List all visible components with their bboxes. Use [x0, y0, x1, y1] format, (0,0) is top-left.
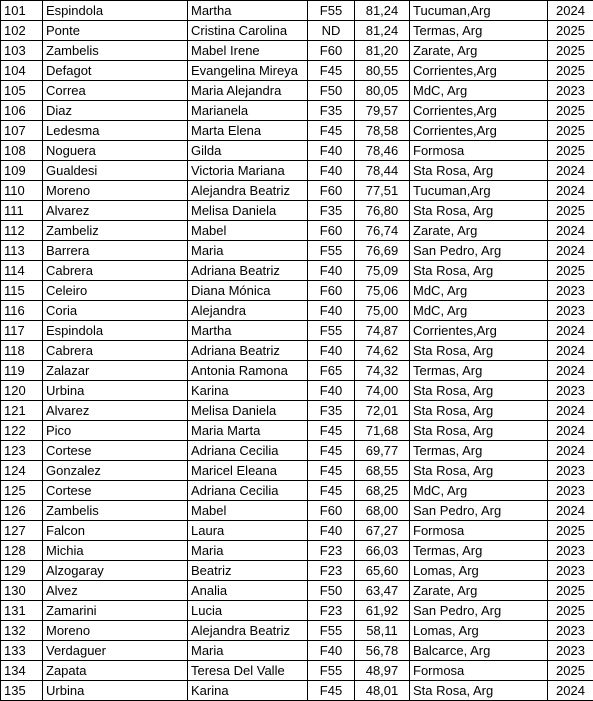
surname-cell: Pico	[43, 421, 188, 441]
row-number-cell: 109	[1, 161, 43, 181]
row-number-cell: 105	[1, 81, 43, 101]
score-cell: 65,60	[355, 561, 410, 581]
location-cell: Zarate, Arg	[410, 41, 548, 61]
row-number-cell: 108	[1, 141, 43, 161]
given-name-cell: Melisa Daniela	[188, 201, 308, 221]
row-number-cell: 131	[1, 601, 43, 621]
score-cell: 56,78	[355, 641, 410, 661]
year-cell: 2023	[548, 81, 593, 101]
given-name-cell: Maria	[188, 641, 308, 661]
category-cell: F55	[308, 621, 355, 641]
score-cell: 80,05	[355, 81, 410, 101]
category-cell: F40	[308, 341, 355, 361]
score-cell: 76,80	[355, 201, 410, 221]
location-cell: Formosa	[410, 521, 548, 541]
surname-cell: Urbina	[43, 381, 188, 401]
table-row	[1, 501, 593, 521]
score-cell: 74,00	[355, 381, 410, 401]
surname-cell: Alvarez	[43, 201, 188, 221]
score-cell: 48,97	[355, 661, 410, 681]
surname-cell: Celeiro	[43, 281, 188, 301]
row-number-cell: 122	[1, 421, 43, 441]
row-number-cell: 127	[1, 521, 43, 541]
results-table-body	[1, 1, 593, 701]
table-row	[1, 381, 593, 401]
given-name-cell: Maria Alejandra	[188, 81, 308, 101]
table-row	[1, 681, 593, 701]
row-number-cell: 129	[1, 561, 43, 581]
year-cell: 2023	[548, 621, 593, 641]
table-row	[1, 261, 593, 281]
year-cell: 2025	[548, 41, 593, 61]
location-cell: Termas, Arg	[410, 361, 548, 381]
table-row	[1, 441, 593, 461]
category-cell: F60	[308, 181, 355, 201]
location-cell: Sta Rosa, Arg	[410, 421, 548, 441]
location-cell: Termas, Arg	[410, 441, 548, 461]
given-name-cell: Maricel Eleana	[188, 461, 308, 481]
given-name-cell: Gilda	[188, 141, 308, 161]
year-cell: 2023	[548, 481, 593, 501]
year-cell: 2025	[548, 601, 593, 621]
given-name-cell: Mabel Irene	[188, 41, 308, 61]
category-cell: F35	[308, 201, 355, 221]
table-row	[1, 601, 593, 621]
table-row	[1, 241, 593, 261]
location-cell: Sta Rosa, Arg	[410, 161, 548, 181]
surname-cell: Correa	[43, 81, 188, 101]
year-cell: 2025	[548, 121, 593, 141]
row-number-cell: 119	[1, 361, 43, 381]
row-number-cell: 116	[1, 301, 43, 321]
category-cell: F40	[308, 381, 355, 401]
score-cell: 63,47	[355, 581, 410, 601]
row-number-cell: 126	[1, 501, 43, 521]
year-cell: 2024	[548, 441, 593, 461]
table-row	[1, 661, 593, 681]
surname-cell: Michia	[43, 541, 188, 561]
table-row	[1, 401, 593, 421]
year-cell: 2025	[548, 661, 593, 681]
table-row	[1, 621, 593, 641]
score-cell: 58,11	[355, 621, 410, 641]
surname-cell: Cortese	[43, 441, 188, 461]
score-cell: 75,00	[355, 301, 410, 321]
table-row	[1, 421, 593, 441]
category-cell: F50	[308, 81, 355, 101]
surname-cell: Noguera	[43, 141, 188, 161]
table-row	[1, 41, 593, 61]
category-cell: F40	[308, 641, 355, 661]
given-name-cell: Antonia Ramona	[188, 361, 308, 381]
row-number-cell: 104	[1, 61, 43, 81]
row-number-cell: 106	[1, 101, 43, 121]
table-row	[1, 141, 593, 161]
surname-cell: Cortese	[43, 481, 188, 501]
year-cell: 2025	[548, 21, 593, 41]
score-cell: 78,46	[355, 141, 410, 161]
row-number-cell: 103	[1, 41, 43, 61]
category-cell: F60	[308, 221, 355, 241]
category-cell: F45	[308, 61, 355, 81]
category-cell: F40	[308, 261, 355, 281]
table-row	[1, 81, 593, 101]
table-row	[1, 121, 593, 141]
year-cell: 2023	[548, 541, 593, 561]
given-name-cell: Evangelina Mireya	[188, 61, 308, 81]
given-name-cell: Maria Marta	[188, 421, 308, 441]
given-name-cell: Karina	[188, 681, 308, 701]
surname-cell: Alvarez	[43, 401, 188, 421]
year-cell: 2024	[548, 501, 593, 521]
given-name-cell: Victoria Mariana	[188, 161, 308, 181]
given-name-cell: Cristina Carolina	[188, 21, 308, 41]
score-cell: 68,00	[355, 501, 410, 521]
table-row	[1, 61, 593, 81]
surname-cell: Verdaguer	[43, 641, 188, 661]
score-cell: 68,25	[355, 481, 410, 501]
category-cell: F60	[308, 281, 355, 301]
location-cell: Corrientes,Arg	[410, 101, 548, 121]
location-cell: Tucuman,Arg	[410, 181, 548, 201]
year-cell: 2025	[548, 101, 593, 121]
location-cell: Sta Rosa, Arg	[410, 341, 548, 361]
row-number-cell: 132	[1, 621, 43, 641]
given-name-cell: Alejandra Beatriz	[188, 621, 308, 641]
surname-cell: Zambeliz	[43, 221, 188, 241]
row-number-cell: 115	[1, 281, 43, 301]
given-name-cell: Adriana Beatriz	[188, 341, 308, 361]
category-cell: F23	[308, 561, 355, 581]
surname-cell: Gualdesi	[43, 161, 188, 181]
category-cell: ND	[308, 21, 355, 41]
table-row	[1, 221, 593, 241]
location-cell: Formosa	[410, 661, 548, 681]
location-cell: Corrientes,Arg	[410, 121, 548, 141]
location-cell: Sta Rosa, Arg	[410, 681, 548, 701]
year-cell: 2024	[548, 221, 593, 241]
surname-cell: Alzogaray	[43, 561, 188, 581]
year-cell: 2023	[548, 461, 593, 481]
given-name-cell: Lucia	[188, 601, 308, 621]
location-cell: Corrientes,Arg	[410, 321, 548, 341]
score-cell: 77,51	[355, 181, 410, 201]
category-cell: F60	[308, 501, 355, 521]
surname-cell: Gonzalez	[43, 461, 188, 481]
score-cell: 76,69	[355, 241, 410, 261]
table-row	[1, 581, 593, 601]
category-cell: F65	[308, 361, 355, 381]
given-name-cell: Marta Elena	[188, 121, 308, 141]
score-cell: 48,01	[355, 681, 410, 701]
given-name-cell: Karina	[188, 381, 308, 401]
table-row	[1, 521, 593, 541]
table-row	[1, 341, 593, 361]
given-name-cell: Alejandra Beatriz	[188, 181, 308, 201]
row-number-cell: 133	[1, 641, 43, 661]
location-cell: Zarate, Arg	[410, 221, 548, 241]
location-cell: Lomas, Arg	[410, 561, 548, 581]
row-number-cell: 113	[1, 241, 43, 261]
score-cell: 80,55	[355, 61, 410, 81]
given-name-cell: Diana Mónica	[188, 281, 308, 301]
category-cell: F45	[308, 681, 355, 701]
row-number-cell: 135	[1, 681, 43, 701]
row-number-cell: 111	[1, 201, 43, 221]
score-cell: 81,24	[355, 21, 410, 41]
year-cell: 2024	[548, 1, 593, 21]
row-number-cell: 128	[1, 541, 43, 561]
location-cell: Sta Rosa, Arg	[410, 261, 548, 281]
given-name-cell: Alejandra	[188, 301, 308, 321]
score-cell: 67,27	[355, 521, 410, 541]
category-cell: F35	[308, 101, 355, 121]
table-row	[1, 1, 593, 21]
given-name-cell: Laura	[188, 521, 308, 541]
table-row	[1, 101, 593, 121]
category-cell: F40	[308, 141, 355, 161]
location-cell: Balcarce, Arg	[410, 641, 548, 661]
given-name-cell: Mabel	[188, 501, 308, 521]
given-name-cell: Mabel	[188, 221, 308, 241]
surname-cell: Moreno	[43, 621, 188, 641]
year-cell: 2023	[548, 561, 593, 581]
score-cell: 66,03	[355, 541, 410, 561]
location-cell: Zarate, Arg	[410, 581, 548, 601]
surname-cell: Barrera	[43, 241, 188, 261]
surname-cell: Zalazar	[43, 361, 188, 381]
score-cell: 71,68	[355, 421, 410, 441]
location-cell: San Pedro, Arg	[410, 601, 548, 621]
score-cell: 72,01	[355, 401, 410, 421]
location-cell: Sta Rosa, Arg	[410, 201, 548, 221]
table-row	[1, 541, 593, 561]
score-cell: 78,58	[355, 121, 410, 141]
year-cell: 2024	[548, 161, 593, 181]
row-number-cell: 125	[1, 481, 43, 501]
row-number-cell: 112	[1, 221, 43, 241]
table-row	[1, 161, 593, 181]
score-cell: 81,24	[355, 1, 410, 21]
location-cell: Sta Rosa, Arg	[410, 381, 548, 401]
row-number-cell: 110	[1, 181, 43, 201]
location-cell: Termas, Arg	[410, 21, 548, 41]
year-cell: 2023	[548, 301, 593, 321]
score-cell: 69,77	[355, 441, 410, 461]
given-name-cell: Adriana Cecilia	[188, 481, 308, 501]
location-cell: MdC, Arg	[410, 301, 548, 321]
table-row	[1, 561, 593, 581]
row-number-cell: 120	[1, 381, 43, 401]
year-cell: 2023	[548, 381, 593, 401]
year-cell: 2024	[548, 401, 593, 421]
row-number-cell: 102	[1, 21, 43, 41]
surname-cell: Cabrera	[43, 261, 188, 281]
table-row	[1, 461, 593, 481]
surname-cell: Diaz	[43, 101, 188, 121]
score-cell: 75,09	[355, 261, 410, 281]
year-cell: 2024	[548, 361, 593, 381]
table-row	[1, 301, 593, 321]
category-cell: F45	[308, 481, 355, 501]
category-cell: F23	[308, 541, 355, 561]
year-cell: 2025	[548, 521, 593, 541]
location-cell: Formosa	[410, 141, 548, 161]
category-cell: F40	[308, 161, 355, 181]
year-cell: 2025	[548, 261, 593, 281]
category-cell: F23	[308, 601, 355, 621]
surname-cell: Zambelis	[43, 501, 188, 521]
surname-cell: Cabrera	[43, 341, 188, 361]
year-cell: 2023	[548, 641, 593, 661]
category-cell: F45	[308, 421, 355, 441]
category-cell: F55	[308, 1, 355, 21]
category-cell: F40	[308, 301, 355, 321]
surname-cell: Espindola	[43, 1, 188, 21]
surname-cell: Falcon	[43, 521, 188, 541]
location-cell: Sta Rosa, Arg	[410, 401, 548, 421]
given-name-cell: Maria	[188, 541, 308, 561]
category-cell: F50	[308, 581, 355, 601]
year-cell: 2025	[548, 141, 593, 161]
surname-cell: Zambelis	[43, 41, 188, 61]
year-cell: 2024	[548, 321, 593, 341]
row-number-cell: 107	[1, 121, 43, 141]
surname-cell: Moreno	[43, 181, 188, 201]
table-row	[1, 321, 593, 341]
row-number-cell: 114	[1, 261, 43, 281]
table-row	[1, 481, 593, 501]
category-cell: F60	[308, 41, 355, 61]
given-name-cell: Adriana Beatriz	[188, 261, 308, 281]
given-name-cell: Beatriz	[188, 561, 308, 581]
year-cell: 2025	[548, 581, 593, 601]
score-cell: 74,87	[355, 321, 410, 341]
row-number-cell: 124	[1, 461, 43, 481]
surname-cell: Zamarini	[43, 601, 188, 621]
given-name-cell: Maria	[188, 241, 308, 261]
category-cell: F55	[308, 241, 355, 261]
location-cell: Sta Rosa, Arg	[410, 461, 548, 481]
surname-cell: Espindola	[43, 321, 188, 341]
year-cell: 2024	[548, 241, 593, 261]
given-name-cell: Analia	[188, 581, 308, 601]
year-cell: 2024	[548, 341, 593, 361]
table-row	[1, 281, 593, 301]
score-cell: 76,74	[355, 221, 410, 241]
surname-cell: Zapata	[43, 661, 188, 681]
row-number-cell: 121	[1, 401, 43, 421]
row-number-cell: 118	[1, 341, 43, 361]
year-cell: 2023	[548, 281, 593, 301]
surname-cell: Alvez	[43, 581, 188, 601]
given-name-cell: Adriana Cecilia	[188, 441, 308, 461]
row-number-cell: 134	[1, 661, 43, 681]
category-cell: F40	[308, 521, 355, 541]
location-cell: Termas, Arg	[410, 541, 548, 561]
given-name-cell: Melisa Daniela	[188, 401, 308, 421]
surname-cell: Urbina	[43, 681, 188, 701]
score-cell: 78,44	[355, 161, 410, 181]
score-cell: 79,57	[355, 101, 410, 121]
year-cell: 2024	[548, 681, 593, 701]
table-row	[1, 181, 593, 201]
table-row	[1, 641, 593, 661]
category-cell: F55	[308, 321, 355, 341]
given-name-cell: Teresa Del Valle	[188, 661, 308, 681]
location-cell: Lomas, Arg	[410, 621, 548, 641]
score-cell: 61,92	[355, 601, 410, 621]
year-cell: 2024	[548, 421, 593, 441]
score-cell: 74,32	[355, 361, 410, 381]
category-cell: F45	[308, 441, 355, 461]
year-cell: 2025	[548, 201, 593, 221]
surname-cell: Defagot	[43, 61, 188, 81]
table-row	[1, 21, 593, 41]
surname-cell: Ledesma	[43, 121, 188, 141]
category-cell: F55	[308, 661, 355, 681]
row-number-cell: 130	[1, 581, 43, 601]
year-cell: 2025	[548, 61, 593, 81]
table-row	[1, 201, 593, 221]
year-cell: 2024	[548, 181, 593, 201]
score-cell: 75,06	[355, 281, 410, 301]
row-number-cell: 117	[1, 321, 43, 341]
location-cell: Corrientes,Arg	[410, 61, 548, 81]
given-name-cell: Marianela	[188, 101, 308, 121]
row-number-cell: 123	[1, 441, 43, 461]
score-cell: 81,20	[355, 41, 410, 61]
score-cell: 68,55	[355, 461, 410, 481]
category-cell: F35	[308, 401, 355, 421]
score-cell: 74,62	[355, 341, 410, 361]
table-row	[1, 361, 593, 381]
location-cell: MdC, Arg	[410, 81, 548, 101]
surname-cell: Ponte	[43, 21, 188, 41]
location-cell: San Pedro, Arg	[410, 241, 548, 261]
category-cell: F45	[308, 121, 355, 141]
row-number-cell: 101	[1, 1, 43, 21]
category-cell: F45	[308, 461, 355, 481]
location-cell: MdC, Arg	[410, 281, 548, 301]
location-cell: MdC, Arg	[410, 481, 548, 501]
surname-cell: Coria	[43, 301, 188, 321]
given-name-cell: Martha	[188, 1, 308, 21]
location-cell: San Pedro, Arg	[410, 501, 548, 521]
given-name-cell: Martha	[188, 321, 308, 341]
location-cell: Tucuman,Arg	[410, 1, 548, 21]
